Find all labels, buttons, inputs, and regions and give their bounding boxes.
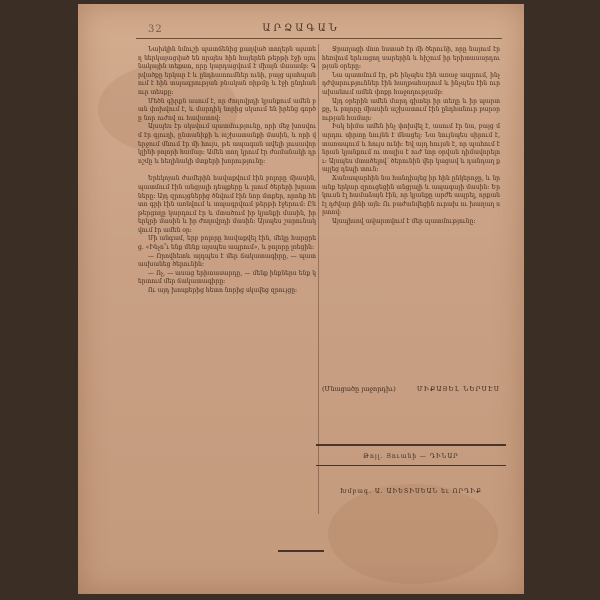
paragraph: Ու այդ խոսքերից հետո նորից սկսվեց զրույցը։ (148, 287, 298, 295)
paragraph: Երեկոյան ժամերին հավաքվում էին բոլորը միասին, պատմում էին անցյալի դեպքերը և լսում ծերերի խրատները։ Այդ զրույցներից ծնվում էին նոր մտքեր, որոնք հետո գրի էին առնվում և տպագրվում թերթի էջերում։ Ընթերցողը կարդում էր և մտածում իր կյանքի մասին, իր երկրի մասին և իր ժողովրդի մասին։ Այսպես շարունակվում էր ամեն օր։ (138, 175, 316, 234)
paragraph: Նախկին նմուշի պատճենից քաղված տողերն այստեղ ներկայացված են որպես հին հայերեն թերթի էջի սյունակային տեքստ, որը կարդացվում է միայն մասամբ։ Գրվածքը երկար է և ընդհատումներ ունի, բայց պահպանում է հին տպագրության բնական ռիթմը և էջի ընդհանուր տեսքը։ (138, 46, 316, 96)
paragraph: — Ոչ, — ասաց երիտասարդը, — մենք ինքներս ենք կերտում մեր ճակատագիրը։ (138, 269, 316, 286)
footer-rule-top (316, 444, 506, 446)
paragraph: Մի անգամ, երբ բոլորը հավաքվել էին, մեկը հարցրեց. «Ինչո՞ւ ենք մենք այսպես ապրում», և բոլորը լռեցին։ (138, 235, 316, 252)
paragraph: — Որովհետև այդպես է մեր ճակատագիրը, — պատասխանեց ծերունին։ (138, 252, 316, 269)
signature-line (322, 385, 500, 393)
paragraph: Այդ օրերին ամեն մարդ գիտեր իր տեղը և իր պարտքը, և բոլորը միասին աշխատում էին ընդհանուր բարօրության համար։ (322, 97, 500, 122)
paragraph: Այսպես էր սկսվում պատմությունը, որի մեջ խոսվում էր գյուղի, ընտանիքի և աշխատանքի մասին, և որի վերջում մնում էր մի հույս, թե ապագան ավելի լուսավոր կլինի բոլորի համար։ Ամեն տող կրում էր ժամանակի դրոշմը և հեղինակի մտքերի խորությունը։ (138, 123, 316, 165)
header-rule (136, 38, 502, 39)
page-number: 32 (148, 24, 163, 35)
left-column (138, 46, 316, 516)
footer-ornament (278, 550, 324, 552)
footer-rule-bottom (316, 465, 506, 466)
paragraph: Ջրաղացի մոտ նստած էր մի ծերունի, որը նայում էր հեռվում երևացող սարերին և հիշում իր երիտասարդության օրերը։ (322, 46, 500, 71)
newspaper-page (78, 4, 524, 594)
author-signature: ՄԻՔԱՅԵԼ ՆԵՐՍԷՍ (416, 385, 500, 393)
continuation-note: (Մնացածը յաջորդիւ) (322, 385, 396, 393)
right-column (322, 46, 500, 388)
publisher-line: Խմբագ. Ա. ԱԻԵՏԻՍԵԱՆ եւ ՈՐԴԻՔ (340, 488, 482, 495)
paragraph: Իսկ հիմա ամեն ինչ փոխվել է, ասում էր նա, բայց մարդու սիրտը նույնն է մնացել։ Նա նույնպես սիրում է, տառապում և հույս ունի։ Եվ այդ հույսն է, որ պահում է նրան կյանքում ու տալիս է ուժ նոր օրվան դիմավորելու։ Այսպես մտածելով՝ ծերունին վեր կացավ և դանդաղ քայլեց դեպի տուն։ (322, 123, 500, 174)
paragraph: Նա պատմում էր, թե ինչպես էին առաջ ապրում, ինչ դժվարություններ էին հաղթահարում և ինչպես էին ուրախանում ամեն փոքր հաջողությամբ։ (322, 71, 500, 96)
page-title: ԱՐՁԱԳԱՆ (262, 23, 340, 34)
paper-stain (328, 484, 498, 584)
censor-line: Թոյլ. Յուանի — ԴԻՆԱՐ (363, 453, 459, 460)
paragraph: Այսպիսով ավարտվում է մեր պատմությունը։ (332, 217, 476, 225)
paragraph: Մեծն գիրքն ասում է, որ ժողովրդի կյանքում ամեն բան փոխվում է, և մարդիկ նորից սկսում են իրենց գործը նոր ուժով ու հավատով։ (138, 97, 316, 122)
paragraph: Ճանապարհին նա հանդիպեց իր հին ընկերոջը, և նրանք երկար զրուցեցին անցյալի և ապագայի մասին։ Երկուսն էլ համաձայն էին, որ կյանքը արժե ապրել, որքան էլ դժվար լինի այն։ Ու բաժանվեցին ուրախ ու խաղաղ սրտով։ (322, 174, 500, 217)
